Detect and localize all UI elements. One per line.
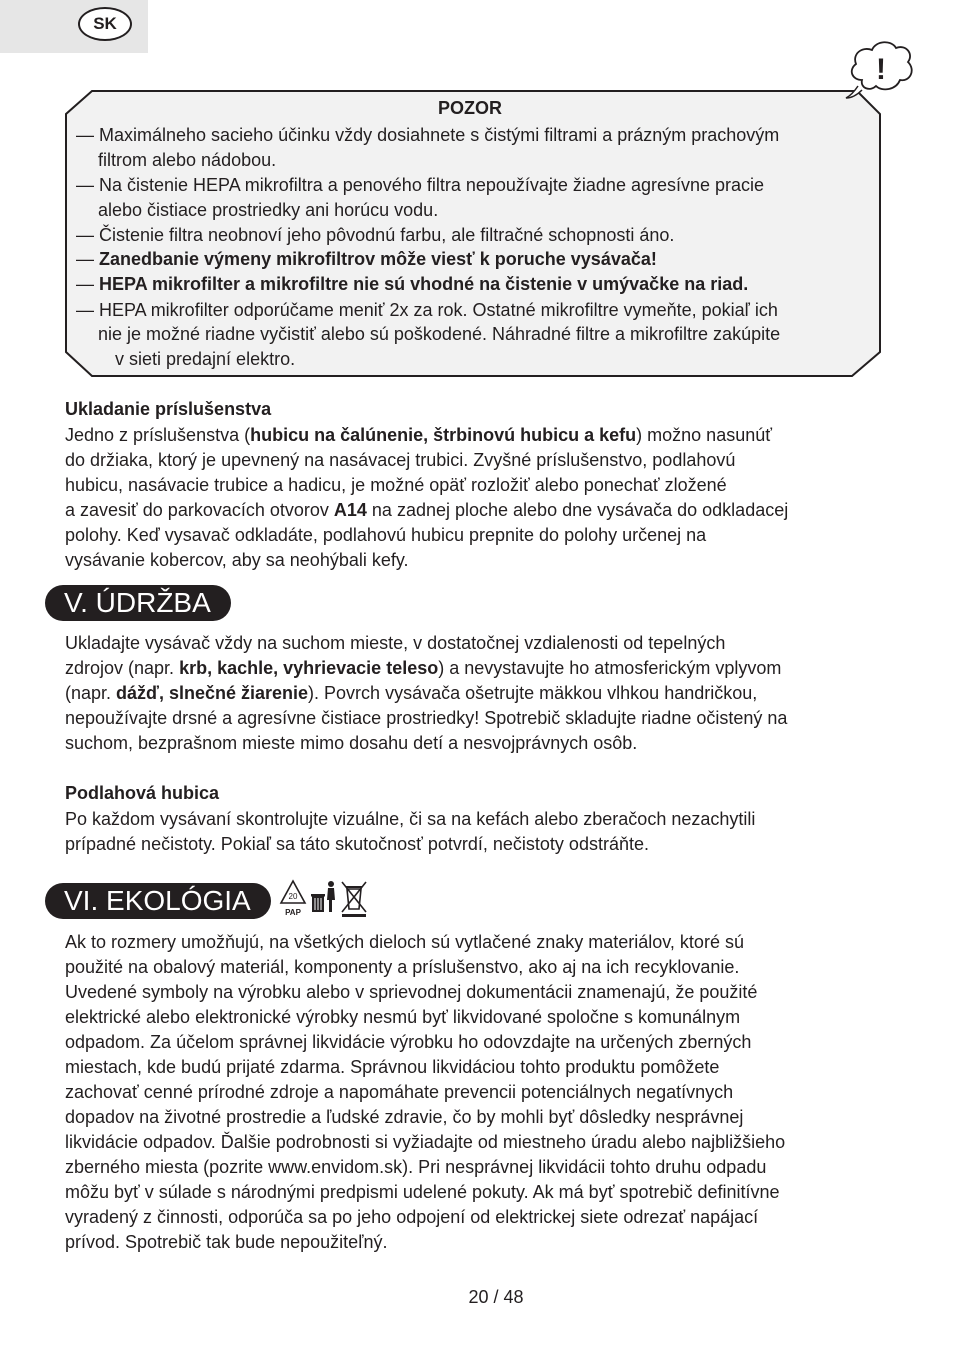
storage-heading: Ukladanie príslušenstva	[65, 399, 272, 419]
ecology-line: miestach, kde budú prijaté zdarma. Správnou likvidáciou tohto produktu pomôžete	[65, 1057, 720, 1077]
storage-line: hubicu, nasávacie trubice a hadicu, je možné opäť rozložiť alebo ponechať zložené	[65, 475, 727, 495]
warning-cloud-icon	[846, 42, 912, 98]
ecology-line: zachovať cenné prírodné zdroje a napomáhate prevencii potenciálnych negatívnych	[65, 1082, 734, 1102]
section-title-maintenance: V. ÚDRŽBA	[45, 585, 231, 621]
page-number: 20 / 48	[468, 1287, 524, 1307]
warning-line: — HEPA mikrofilter odporúčame meniť 2x za rok. Ostatné mikrofiltre vymeňte, pokiaľ ich	[76, 300, 778, 320]
storage-line: polohy. Keď vysavač odkladáte, podlahovú hubicu prepnite do polohy určenej na	[65, 525, 707, 545]
svg-text:20: 20	[288, 892, 298, 901]
dash: —	[76, 249, 94, 269]
crossed-bin-icon	[342, 882, 366, 917]
floor-nozzle-heading: Podlahová hubica	[65, 783, 220, 803]
maintenance-line: (napr. dážď, slnečné žiarenie). Povrch vysávača ošetrujte mäkkou vlhkou handričkou,	[65, 683, 758, 703]
ecology-icons	[278, 878, 374, 920]
maintenance-line: Ukladajte vysávač vždy na suchom mieste, v dostatočnej vzdialenosti od tepelných	[65, 633, 726, 653]
ecology-line: zberného miesta (pozrite www.envidom.sk). Pri nesprávnej likvidácii tohto druhu odpadu	[65, 1157, 767, 1177]
warning-line: nie je možné riadne vyčistiť alebo sú poškodené. Náhradné filtre a mikrofiltre zakúpite	[98, 324, 781, 344]
section-title-ecology: VI. EKOLÓGIA	[45, 883, 271, 919]
dash: —	[76, 274, 94, 294]
storage-line: a zavesiť do parkovacích otvorov A14 na zadnej ploche alebo dne vysávača do odkladacej	[65, 500, 789, 520]
tidy-man-icon	[311, 881, 335, 912]
maintenance-line: suchom, bezprašnom mieste mimo dosahu detí a nesvojprávnych osôb.	[65, 733, 638, 753]
warning-line: — Na čistenie HEPA mikrofiltra a penového filtra nepoužívajte žiadne agresívne pracie	[76, 175, 765, 195]
ecology-line: elektrické alebo elektronické výrobky nesmú byť likvidované spoločne s komunálnym	[65, 1007, 741, 1027]
ecology-line: Ak to rozmery umožňujú, na všetkých dieloch sú vytlačené znaky materiálov, ktoré sú	[65, 932, 744, 952]
ecology-line: Uvedené symboly na výrobku alebo v sprievodnej dokumentácii znamenajú, že použité	[65, 982, 758, 1002]
ecology-line: môžu byť v súlade s národnými predpismi udelené pokuty. Ak má byť spotrebič definitívne	[65, 1182, 780, 1202]
language-badge: SK	[78, 7, 132, 41]
warning-line: — Maximálneho sacieho účinku vždy dosiahnete s čistými filtrami a prázným prachovým	[76, 125, 780, 145]
ecology-line: dopadov na životné prostredie a ľudské zdravie, čo by mohli byť dôsledky nesprávnej	[65, 1107, 744, 1127]
warning-bold-text: HEPA mikrofilter a mikrofiltre nie sú vhodné na čistenie v umývačke na riad.	[99, 274, 749, 294]
maintenance-line: nepoužívajte drsné a agresívne čistiace prostriedky! Spotrebič skladujte riadne očistený na	[65, 708, 788, 728]
warning-line: v sieti predajní elektro.	[115, 349, 296, 369]
recycle-icon	[281, 881, 305, 917]
floor-nozzle-line: Po každom vysávaní skontrolujte vizuálne, či sa na kefách alebo zberačoch nezachytili	[65, 809, 756, 829]
warning-line: alebo čistiace prostriedky ani horúcu vodu.	[98, 200, 439, 220]
warning-line: — Čistenie filtra neobnoví jeho pôvodnú farbu, ale filtračné schopnosti áno.	[76, 225, 675, 245]
maintenance-line: zdrojov (napr. krb, kachle, vyhrievacie teleso) a nevystavujte ho atmosferickým vplyvom	[65, 658, 782, 678]
ecology-line: použité na obalový materiál, komponenty a príslušenstvo, ako aj na ich recyklovanie.	[65, 957, 740, 977]
storage-line: vysávanie kobercov, aby sa neohýbali kefy.	[65, 550, 409, 570]
floor-nozzle-line: prípadné nečistoty. Pokiaľ sa táto skutočnosť potvrdí, nečistoty odstráňte.	[65, 834, 649, 854]
warning-line	[76, 247, 657, 271]
exclamation-mark: !	[876, 53, 886, 86]
warning-line: filtrom alebo nádobou.	[98, 150, 277, 170]
storage-line: do držiaka, ktorý je upevnený na nasávacej trubici. Zvyšné príslušenstvo, podlahovú	[65, 450, 736, 470]
ecology-line: odpadom. Za účelom správnej likvidácie výrobku ho odovzdajte na určených zberných	[65, 1032, 752, 1052]
warning-line	[76, 272, 748, 296]
ecology-line: vyradený z činnosti, odporúča sa po jeho odpojení od elektrickej siete odrezať napájací	[65, 1207, 759, 1227]
warning-title: POZOR	[437, 98, 502, 118]
storage-line: Jedno z príslušenstva (hubicu na čalúnenie, štrbinovú hubicu a kefu) možno nasunúť	[65, 425, 772, 445]
warning-bold-text: Zanedbanie výmeny mikrofiltrov môže viesť k poruche vysávača!	[99, 249, 657, 269]
ecology-line: prívod. Spotrebič tak bude nepoužiteľný.	[65, 1232, 388, 1252]
svg-text:PAP: PAP	[285, 908, 301, 917]
ecology-line: likvidácie odpadov. Ďalšie podrobnosti si vyžiadajte od miestneho úradu alebo najbližšieho	[65, 1132, 786, 1152]
